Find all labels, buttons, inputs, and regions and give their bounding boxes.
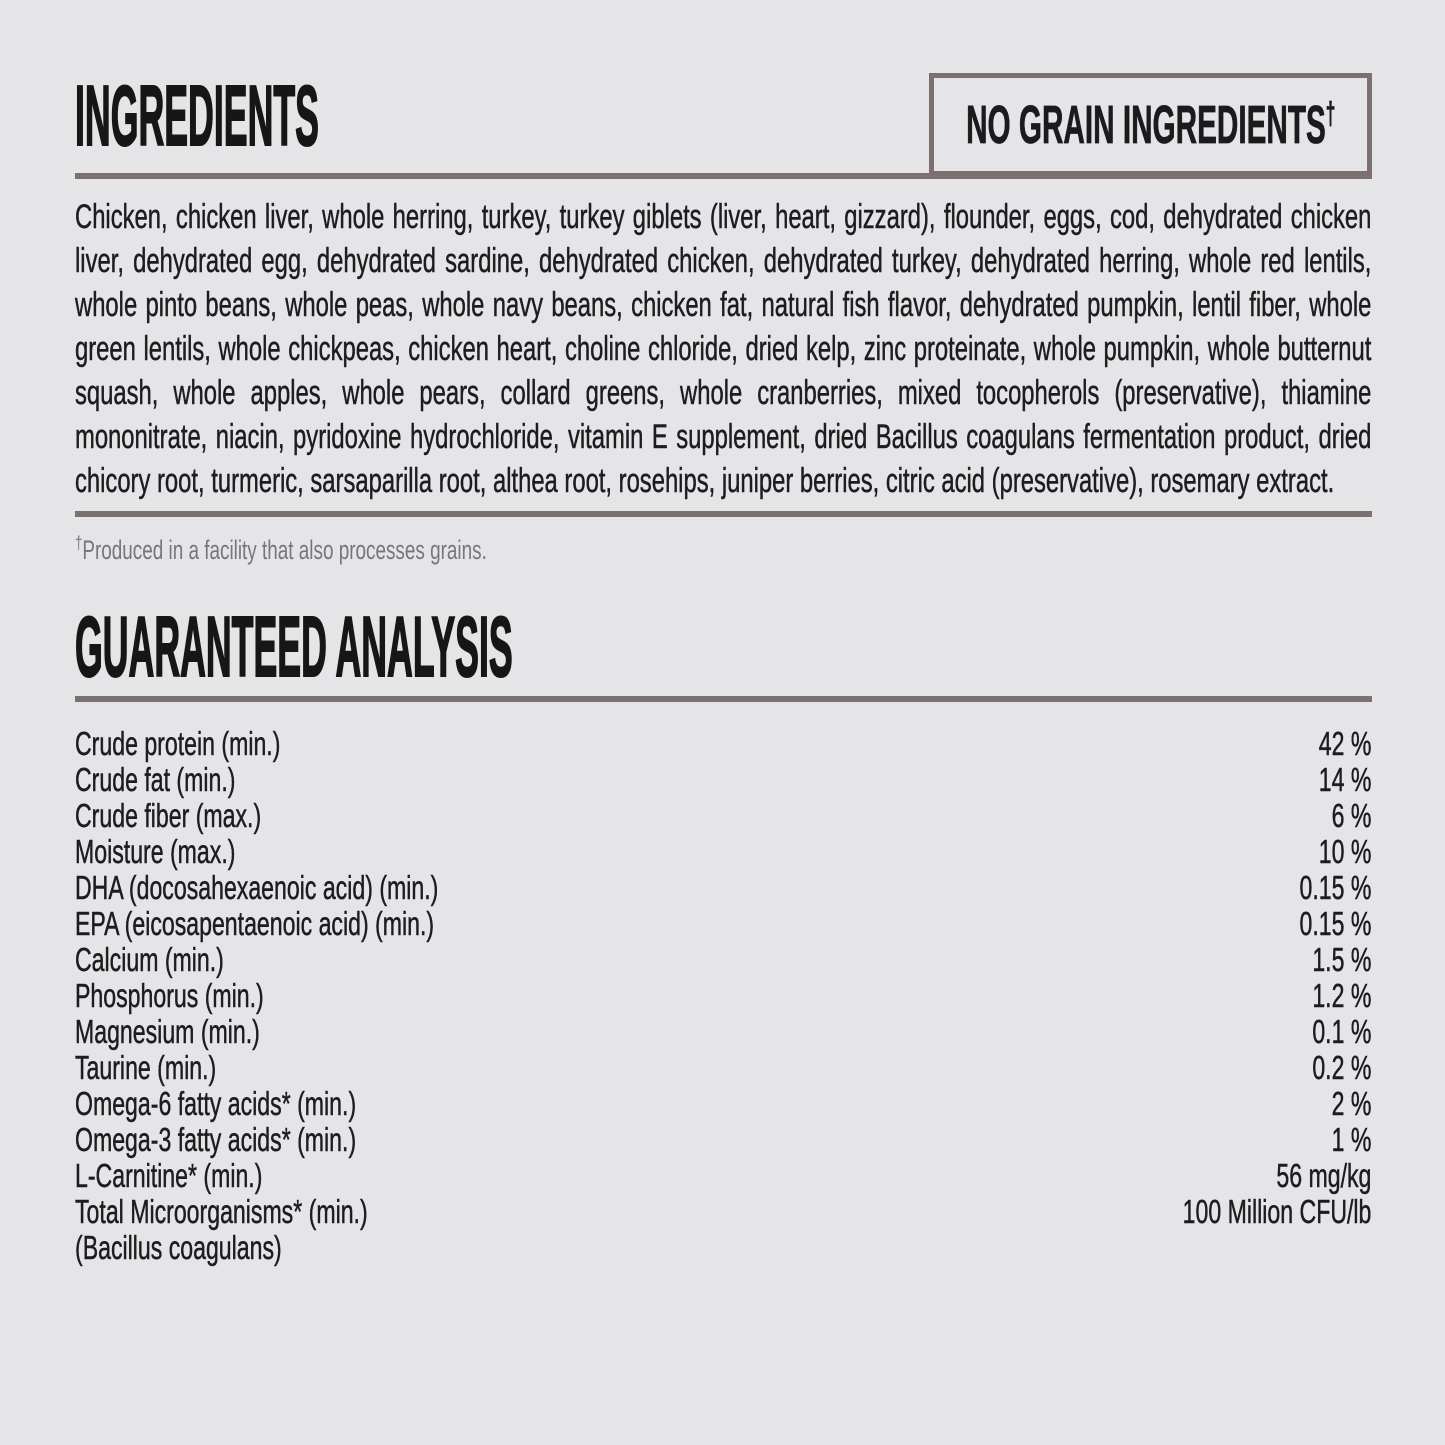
row-value: 1.2 % — [1312, 977, 1372, 1014]
ingredients-title: INGREDIENTS — [75, 69, 319, 164]
no-grain-badge-dagger: † — [1325, 95, 1336, 131]
guaranteed-analysis-table — [75, 726, 1371, 1266]
guaranteed-analysis-header — [75, 600, 1372, 695]
row-value: 0.1 % — [1312, 1013, 1372, 1050]
table-row — [75, 1158, 1371, 1194]
table-row — [75, 762, 1371, 798]
table-row — [75, 798, 1371, 834]
label-content — [75, 0, 1372, 1266]
row-value: 100 Million CFU/lb — [1182, 1193, 1372, 1230]
row-value: 10 % — [1318, 833, 1372, 870]
no-grain-badge — [929, 73, 1372, 176]
table-row — [75, 1122, 1371, 1158]
row-label: Total Microorganisms* (min.) — [75, 1193, 368, 1230]
row-label: (Bacillus coagulans) — [75, 1229, 282, 1266]
table-row — [75, 1050, 1371, 1086]
row-value: 0.15 % — [1299, 905, 1372, 942]
table-row — [75, 870, 1371, 906]
row-label: Crude protein (min.) — [75, 725, 281, 762]
table-row — [75, 1086, 1371, 1122]
table-row — [75, 834, 1371, 870]
footnote-wrap — [75, 529, 1371, 565]
table-row — [75, 1014, 1371, 1050]
row-value: 1.5 % — [1312, 941, 1372, 978]
ingredients-body-wrap — [75, 195, 1371, 503]
row-label: Taurine (min.) — [75, 1049, 217, 1086]
table-row — [75, 1194, 1371, 1230]
row-value: 0.2 % — [1312, 1049, 1372, 1086]
row-value: 42 % — [1318, 725, 1372, 762]
row-value: 1 % — [1331, 1121, 1372, 1158]
row-value: 2 % — [1331, 1085, 1372, 1122]
grain-facility-footnote — [75, 529, 1371, 565]
row-label: Crude fiber (max.) — [75, 797, 262, 834]
row-value: 14 % — [1318, 761, 1372, 798]
row-value: 0.15 % — [1299, 869, 1372, 906]
ingredients-header — [75, 0, 1372, 179]
table-row — [75, 978, 1371, 1014]
row-label: EPA (eicosapentaenoic acid) (min.) — [75, 905, 435, 942]
footnote-text: Produced in a facility that also processes grains. — [82, 535, 487, 565]
footnote-dagger: † — [75, 533, 83, 554]
no-grain-badge-label: NO GRAIN INGREDIENTS — [965, 94, 1326, 155]
table-row — [75, 942, 1371, 978]
row-label: Phosphorus (min.) — [75, 977, 264, 1014]
row-label: L-Carnitine* (min.) — [75, 1157, 263, 1194]
table-row — [75, 726, 1371, 762]
ingredients-bottom-rule — [75, 511, 1372, 517]
row-value: 6 % — [1331, 797, 1372, 834]
row-label: Calcium (min.) — [75, 941, 224, 978]
table-row — [75, 1230, 1371, 1266]
row-value: 56 mg/kg — [1276, 1157, 1372, 1194]
guaranteed-analysis-title: GUARANTEED ANALYSIS — [75, 600, 513, 695]
guaranteed-analysis-rule — [75, 696, 1372, 702]
row-label: Omega-6 fatty acids* (min.) — [75, 1085, 357, 1122]
row-label: Omega-3 fatty acids* (min.) — [75, 1121, 357, 1158]
row-label: Magnesium (min.) — [75, 1013, 260, 1050]
row-label: Crude fat (min.) — [75, 761, 236, 798]
table-row — [75, 906, 1371, 942]
row-label: DHA (docosahexaenoic acid) (min.) — [75, 869, 439, 906]
row-label: Moisture (max.) — [75, 833, 236, 870]
no-grain-badge-text — [966, 94, 1335, 156]
ingredients-list-text: Chicken, chicken liver, whole herring, turkey, turkey giblets (liver, heart, gizzard), flounder, eggs, cod, dehydrated chicken liver, dehydrated egg, dehydrated sardine, dehydrated chicken, dehydrated turkey, dehydrated herring, whole red lentils, whole pinto beans, whole peas, whole navy beans, chicken fat, natural fish flavor, dehydrated pumpkin, lentil fiber, whole green lentils, whole chickpeas, chicken heart, choline chloride, dried kelp, zinc proteinate, whole pumpkin, whole butternut squash, whole apples, whole pears, collard greens, whole cranberries, mixed tocopherols (preservative), thiamine mononitrate, niacin, pyridoxine hydrochloride, vitamin E supplement, dried Bacillus coagulans fermentation product, dried chicory root, turmeric, sarsaparilla root, althea root, rosehips, juniper berries, citric acid (preservative), rosemary extract. — [75, 198, 1372, 500]
